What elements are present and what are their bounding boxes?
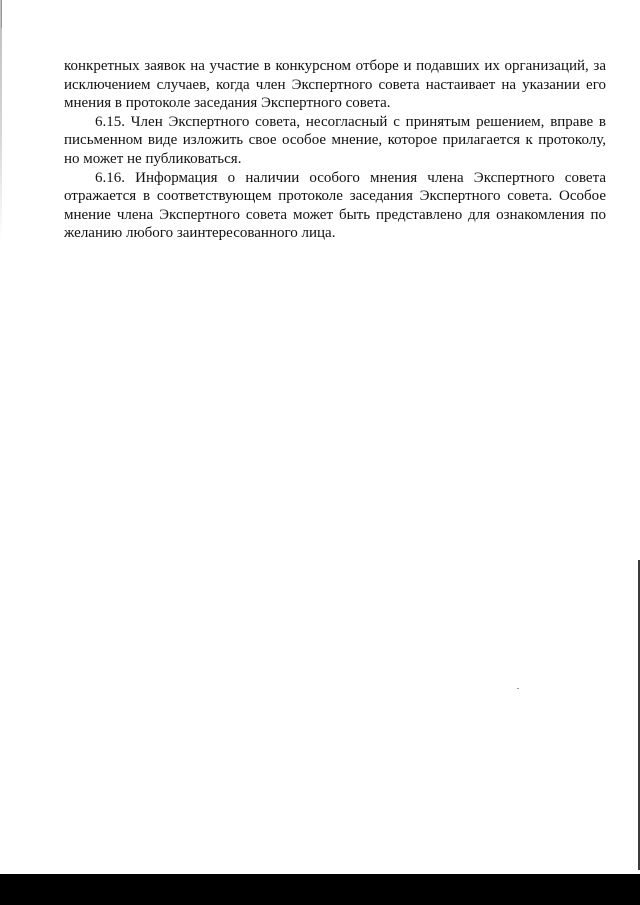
paragraph-continuation: конкретных заявок на участие в конкурсном отборе и подавших их организаций, за исключением случаев, когда член Экспертного совета настаивает на указании его мнения в протоколе заседания Экспертного совета.	[64, 58, 606, 112]
scan-left-edge	[0, 0, 2, 240]
paragraph-6-15: 6.15. Член Экспертного совета, несогласный с принятым решением, вправе в письменном виде изложить свое особое мнение, которое прилагается к протоколу, но может не публиковаться.	[64, 113, 606, 167]
scan-top-mark	[1, 0, 2, 28]
document-text	[64, 57, 606, 243]
paragraph-6-16: 6.16. Информация о наличии особого мнения члена Экспертного совета отражается в соответствующем протоколе заседания Экспертного совета. Особое мнение члена Экспертного совета может быть представлено для ознакомления по желанию любого заинтересованного лица.	[64, 169, 606, 242]
scan-bottom-band	[0, 874, 640, 905]
scan-speck	[517, 688, 519, 689]
